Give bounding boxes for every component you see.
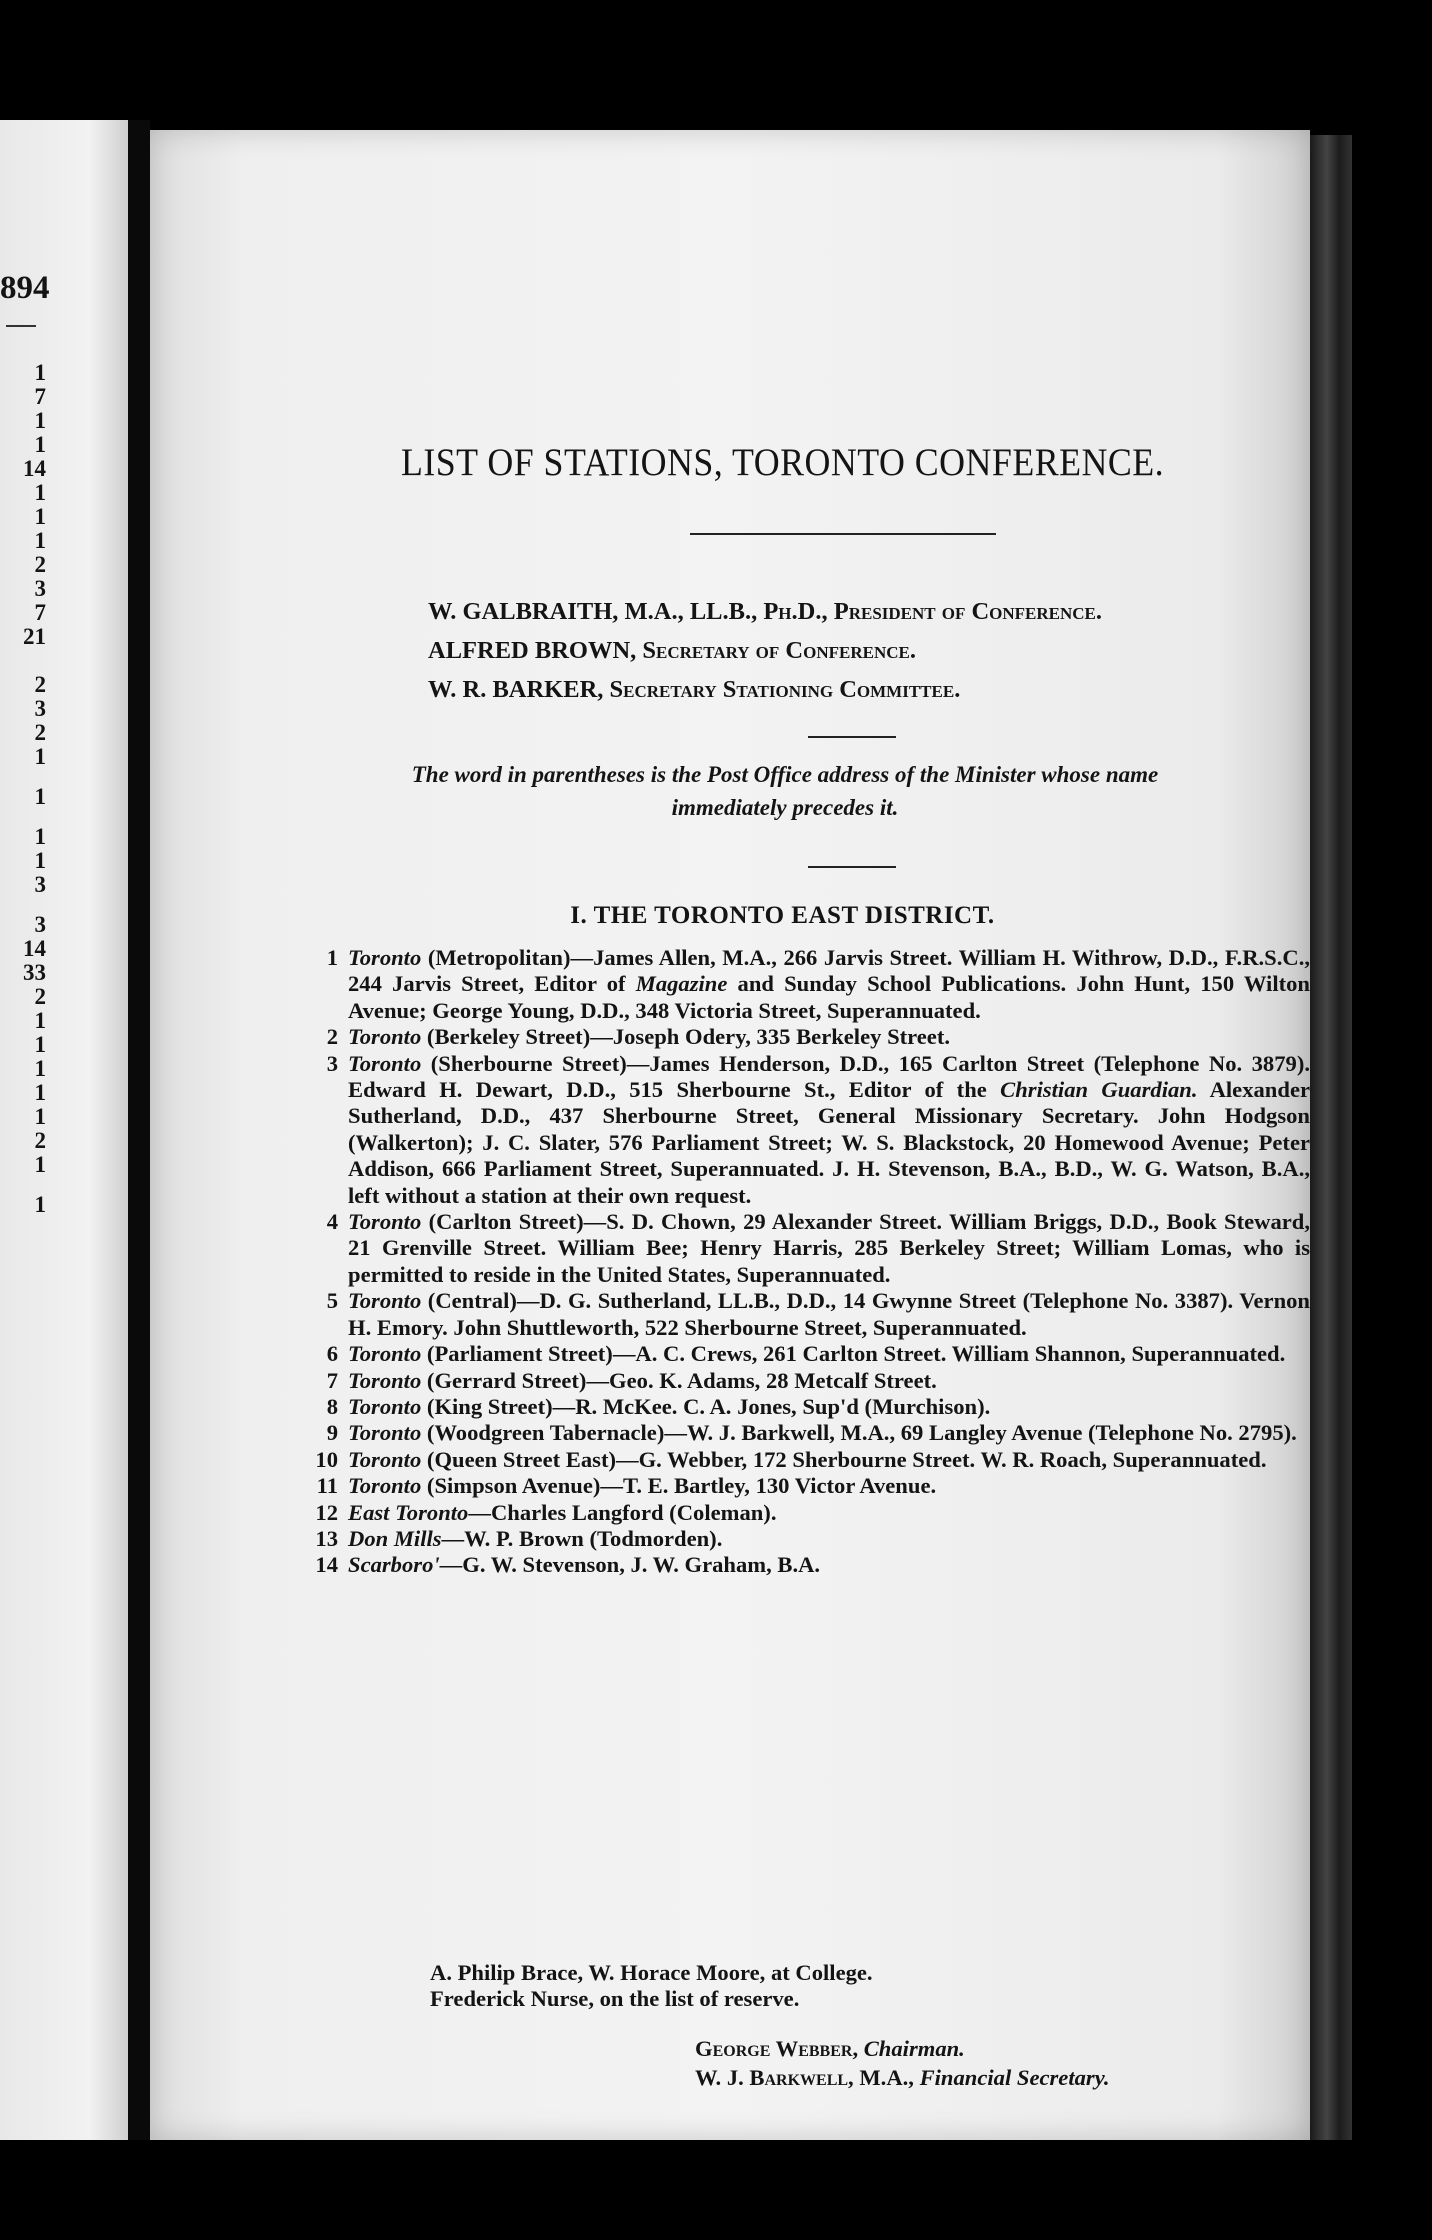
station-number: 8 <box>326 1393 338 1419</box>
station-number: 14 <box>315 1552 338 1578</box>
station-italic-text: Christian Guardian. <box>1000 1077 1198 1103</box>
previous-page-number-entry: 2 <box>34 1128 46 1153</box>
station-place: Toronto <box>348 1473 422 1499</box>
previous-page-edge <box>0 120 128 2140</box>
station-text: (Gerrard Street)—Geo. K. Adams, 28 Metcalf Street. <box>421 1367 937 1393</box>
station-number: 12 <box>315 1499 338 1525</box>
station-entry <box>260 1024 1310 1050</box>
station-text: —Charles Langford (Coleman). <box>468 1499 777 1525</box>
parentheses-note: The word in parentheses is the Post Office address of the Minister whose name immediately precedes it. <box>411 762 1159 820</box>
station-entry <box>260 1447 1310 1473</box>
station-number: 1 <box>326 945 338 970</box>
station-number: 9 <box>326 1420 338 1446</box>
page <box>150 130 1310 2140</box>
station-text: (Berkeley Street)—Joseph Odery, 335 Berkeley Street. <box>421 1024 951 1050</box>
station-text: (Simpson Avenue)—T. E. Bartley, 130 Victor Avenue. <box>421 1473 937 1499</box>
station-entry <box>260 1368 1310 1394</box>
station-text: —G. W. Stevenson, J. W. Graham, B.A. <box>439 1552 821 1578</box>
previous-page-number-entry: 3 <box>34 696 46 721</box>
signature-block <box>695 2034 1110 2092</box>
station-entry <box>260 1051 1310 1209</box>
previous-page-number-entry: 1 <box>34 848 46 873</box>
station-text: (Central)—D. G. Sutherland, LL.B., D.D., 14 Gwynne Street (Telephone No. 3387). Vernon H. Emory. John Shuttleworth, 522 Sherbourne Street, Superannuated. <box>348 1288 1310 1340</box>
station-place: Don Mills <box>348 1525 442 1551</box>
previous-page-number: 894 <box>0 270 50 306</box>
station-text: (Queen Street East)—G. Webber, 172 Sherbourne Street. W. R. Roach, Superannuated. <box>421 1446 1267 1472</box>
station-place: Toronto <box>348 1050 422 1076</box>
station-text: (Sherbourne Street)—James Henderson, D.D., 165 Carlton Street (Telephone No. 3879). Edward H. Dewart, D.D., 515 Sherbourne St., Editor of the <box>348 1050 1310 1103</box>
previous-page-number-entry: 2 <box>34 984 46 1009</box>
station-place: Toronto <box>348 1367 422 1393</box>
previous-page-number-entry: 3 <box>34 872 46 897</box>
previous-page-number-entry: 1 <box>34 1008 46 1033</box>
station-number: 6 <box>326 1341 338 1367</box>
station-place: Toronto <box>348 1024 422 1050</box>
station-text: —W. P. Brown (Todmorden). <box>441 1525 723 1551</box>
station-number: 13 <box>315 1525 338 1551</box>
previous-page-number-entry: 1 <box>34 1152 46 1177</box>
officers-rule <box>808 736 896 738</box>
officer-secretary: ALFRED BROWN, Secretary of Conference. <box>428 637 916 664</box>
previous-page-number-entry: 1 <box>34 744 46 769</box>
title-rule <box>690 533 996 535</box>
station-entry <box>260 1473 1310 1499</box>
previous-page-number-entry: 1 <box>34 432 46 457</box>
previous-page-number-entry: 2 <box>34 720 46 745</box>
station-text: (King Street)—R. McKee. C. A. Jones, Sup'd (Murchison). <box>421 1393 991 1419</box>
station-place: Toronto <box>348 1446 422 1472</box>
station-text-continued: and Sunday School Publications. John Hunt, 150 Wilton Avenue; George Young, D.D., 348 Victoria Street, Superannuated. <box>348 971 1311 1023</box>
station-text: (Parliament Street)—A. C. Crews, 261 Carlton Street. William Shannon, Superannuated. <box>421 1341 1286 1367</box>
financial-secretary-signature: W. J. Barkwell, M.A., Financial Secretary. <box>695 2065 1110 2090</box>
reserve-block: A. Philip Brace, W. Horace Moore, at College. Frederick Nurse, on the list of reserve. <box>430 1960 873 2012</box>
previous-page-number-entry: 14 <box>23 456 46 481</box>
previous-page-number-entry: 33 <box>23 960 46 985</box>
station-entry <box>260 1526 1310 1552</box>
station-place: Toronto <box>348 945 422 970</box>
previous-page-number-entry: 21 <box>23 624 46 649</box>
station-number: 10 <box>315 1446 338 1472</box>
station-place: Scarboro' <box>348 1552 440 1578</box>
previous-page-number-entry: 14 <box>23 936 46 961</box>
station-text: (Metropolitan)—James Allen, M.A., 266 Jarvis Street. William H. Withrow, D.D., F.R.S.C., 244 Jarvis Street, Editor of <box>348 945 1310 997</box>
previous-page-number-entry: 1 <box>34 360 46 385</box>
station-text: (Woodgreen Tabernacle)—W. J. Barkwell, M.A., 69 Langley Avenue (Telephone No. 2795). <box>421 1420 1297 1446</box>
previous-page-number-entry: 2 <box>34 552 46 577</box>
previous-page-number-entry: 7 <box>34 600 46 625</box>
previous-page-number-entry: 3 <box>34 576 46 601</box>
page-gutter <box>128 120 150 2140</box>
station-entry <box>260 945 1310 1024</box>
station-place: Toronto <box>348 1393 422 1419</box>
previous-page-number-entry: 1 <box>34 1032 46 1057</box>
station-entry <box>260 1288 1310 1341</box>
previous-page-number-entry: 1 <box>34 504 46 529</box>
previous-page-number-entry: 1 <box>34 1104 46 1129</box>
previous-page-number-entry: 7 <box>34 384 46 409</box>
station-italic-text: Magazine <box>635 971 728 997</box>
station-entry <box>260 1500 1310 1526</box>
previous-page-number-entry: 1 <box>34 528 46 553</box>
station-place: Toronto <box>348 1209 422 1235</box>
previous-page-number-entry: 2 <box>34 672 46 697</box>
district-heading: I. THE TORONTO EAST DISTRICT. <box>570 902 995 929</box>
station-number: 2 <box>326 1024 338 1050</box>
station-number: 5 <box>326 1288 338 1314</box>
previous-page-number-entry: 1 <box>34 824 46 849</box>
officer-stationing-secretary: W. R. BARKER, Secretary Stationing Committee. <box>428 676 961 703</box>
officer-president: W. GALBRAITH, M.A., LL.B., Ph.D., President of Conference. <box>428 598 1103 625</box>
station-text-continued: Alexander Sutherland, D.D., 437 Sherbourne Street, General Missionary Secretary. John Hodgson (Walkerton); J. C. Slater, 576 Parliament Street; W. S. Blackstock, 20 Homewood Avenue; Peter Addison, 666 Parliament Street, Superannuated. J. H. Stevenson, B.A., B.D., W. G. Watson, B.A., left without a station at their own request. <box>348 1077 1310 1208</box>
page-title: LIST OF STATIONS, TORONTO CONFERENCE. <box>400 441 1165 484</box>
officers-block <box>428 592 1102 709</box>
station-list <box>260 945 1310 1579</box>
station-place: East Toronto <box>348 1499 469 1525</box>
previous-page-number-entry: 1 <box>34 1192 46 1217</box>
previous-page-number-entry: 1 <box>34 480 46 505</box>
previous-page-rule <box>6 325 36 327</box>
station-entry <box>260 1552 1310 1578</box>
previous-page-number-entry: 3 <box>34 912 46 937</box>
note-rule <box>808 866 896 868</box>
book-spine <box>1310 135 1352 2140</box>
station-number: 3 <box>326 1050 338 1076</box>
chairman-signature: George Webber, Chairman. <box>695 2036 965 2061</box>
previous-page-number-entry: 1 <box>34 1056 46 1081</box>
station-place: Toronto <box>348 1288 422 1314</box>
station-entry <box>260 1394 1310 1420</box>
station-entry <box>260 1209 1310 1288</box>
station-entry <box>260 1341 1310 1367</box>
station-place: Toronto <box>348 1420 422 1446</box>
station-number: 11 <box>316 1473 338 1499</box>
previous-page-number-entry: 1 <box>34 1080 46 1105</box>
station-number: 4 <box>326 1209 338 1235</box>
station-text: (Carlton Street)—S. D. Chown, 29 Alexander Street. William Briggs, D.D., Book Steward, 21 Grenville Street. William Bee; Henry Harris, 285 Berkeley Street; William Lomas, who is permitted to reside in the United States, Superannuated. <box>348 1209 1310 1287</box>
station-entry <box>260 1420 1310 1446</box>
station-place: Toronto <box>348 1341 422 1367</box>
station-number: 7 <box>326 1367 338 1393</box>
previous-page-number-entry: 1 <box>34 784 46 809</box>
previous-page-number-entry: 1 <box>34 408 46 433</box>
